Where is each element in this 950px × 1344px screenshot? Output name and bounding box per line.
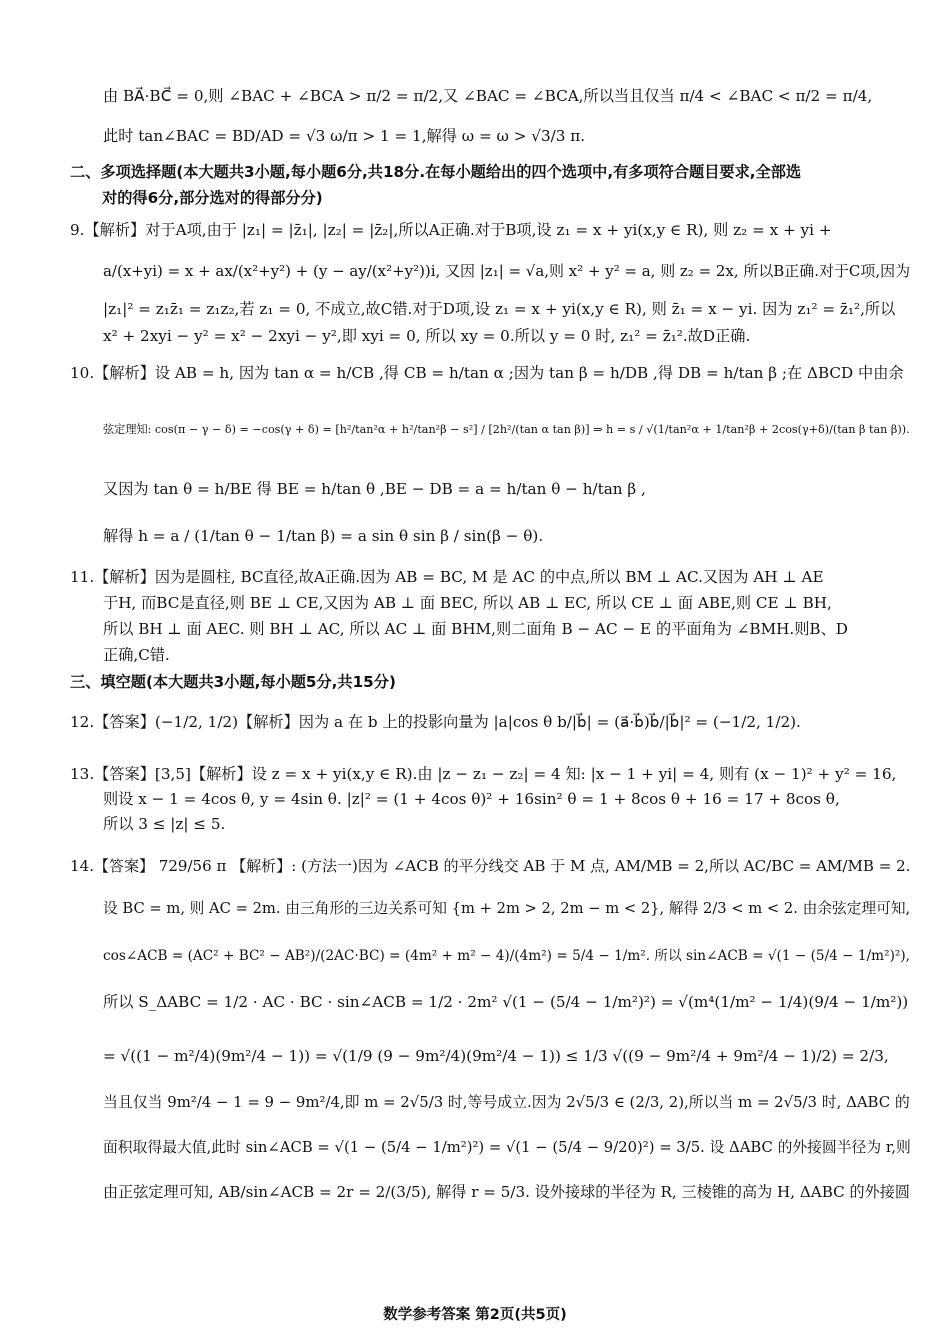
section-3-heading: 三、填空题(本大题共3小题,每小题5分,共15分): [70, 673, 396, 691]
problem-14-line-6: 当且仅当 9m²/4 − 1 = 9 − 9m²/4,即 m = 2√5/3 时,等号成立.因为 2√5/3 ∈ (2/3, 2),所以当 m = 2√5/3 时, ΔABC 的: [103, 1093, 910, 1111]
problem-10-line-1: 10.【解析】设 AB = h, 因为 tan α = h/CB ,得 CB = h/tan α ;因为 tan β = h/DB ,得 DB = h/tan β ;在 ΔBCD 中由余: [70, 364, 904, 382]
section-2-heading-cont: 对的得6分,部分选对的得部分分): [102, 189, 323, 207]
problem-14-line-1: 14.【答案】 729/56 π 【解析】: (方法一)因为 ∠ACB 的平分线交 AB 于 M 点, AM/MB = 2,所以 AC/BC = AM/MB = 2.: [70, 857, 911, 875]
problem-14-line-3: cos∠ACB = (AC² + BC² − AB²)/(2AC·BC) = (4m² + m² − 4)/(4m²) = 5/4 − 1/m². 所以 sin∠ACB = √(1 − (5/4 − 1/m²)²),: [103, 948, 910, 964]
problem-9-line-2: a/(x+yi) = x + ax/(x²+y²) + (y − ay/(x²+y²))i, 又因 |z₁| = √a,则 x² + y² = a, 则 z₂ = 2x, 所以B正确.对于C项,因为: [103, 262, 911, 280]
problem-9-line-1: 9.【解析】对于A项,由于 |z₁| = |z̄₁|, |z₂| = |z̄₂|,所以A正确.对于B项,设 z₁ = x + yi(x,y ∈ R), 则 z₂ = x + yi +: [70, 221, 832, 239]
problem-10-line-4: 解得 h = a / (1/tan θ − 1/tan β) = a sin θ sin β / sin(β − θ).: [103, 527, 544, 545]
line-8-cont-2: 此时 tan∠BAC = BD/AD = √3 ω/π > 1 = 1,解得 ω = ω > √3/3 π.: [103, 127, 586, 145]
problem-13-line-2: 则设 x − 1 = 4cos θ, y = 4sin θ. |z|² = (1 + 4cos θ)² + 16sin² θ = 1 + 8cos θ + 16 = 17 + 8cos θ,: [103, 790, 840, 808]
problem-14-line-7: 面积取得最大值,此时 sin∠ACB = √(1 − (5/4 − 1/m²)²) = √(1 − (5/4 − 9/20)²) = 3/5. 设 ΔABC 的外接圆半径为 r,则: [103, 1139, 911, 1156]
problem-11-line-3: 所以 BH ⊥ 面 AEC. 则 BH ⊥ AC, 所以 AC ⊥ 面 BHM,则二面角 B − AC − E 的平面角为 ∠BMH.则B、D: [103, 620, 848, 638]
problem-10-line-3: 又因为 tan θ = h/BE 得 BE = h/tan θ ,BE − DB = a = h/tan θ − h/tan β ,: [103, 480, 646, 498]
problem-14-line-8: 由正弦定理可知, AB/sin∠ACB = 2r = 2/(3/5), 解得 r = 5/3. 设外接球的半径为 R, 三棱锥的高为 H, ΔABC 的外接圆: [103, 1183, 910, 1201]
problem-10-line-2: 弦定理知: cos(π − γ − δ) = −cos(γ + δ) = [h²/tan²α + h²/tan²β − s²] / [2h²/(tan α tan β)] ⇒ h = s / √(1/tan²α + 1/tan²β + 2cos(γ+δ)/(tan β tan β)).: [103, 423, 910, 436]
problem-11-line-2: 于H, 而BC是直径,则 BE ⊥ CE,又因为 AB ⊥ 面 BEC, 所以 AB ⊥ EC, 所以 CE ⊥ 面 ABE,则 CE ⊥ BH,: [103, 594, 832, 612]
problem-14-line-2: 设 BC = m, 则 AC = 2m. 由三角形的三边关系可知 {m + 2m > 2, 2m − m < 2}, 解得 2/3 < m < 2. 由余弦定理可知,: [103, 900, 911, 917]
problem-11-line-1: 11.【解析】因为是圆柱, BC直径,故A正确.因为 AB = BC, M 是 AC 的中点,所以 BM ⊥ AC.又因为 AH ⊥ AE: [70, 568, 824, 586]
problem-13-line-3: 所以 3 ≤ |z| ≤ 5.: [103, 815, 226, 833]
problem-9-line-4: x² + 2xyi − y² = x² − 2xyi − y²,即 xyi = 0, 所以 xy = 0.所以 y = 0 时, z₁² = z̄₁².故D正确.: [103, 327, 751, 345]
line-8-cont-1: 由 BA⃗·BC⃗ = 0,则 ∠BAC + ∠BCA > π/2 = π/2,又 ∠BAC = ∠BCA,所以当且仅当 π/4 < ∠BAC < π/2 = π/4,: [103, 87, 873, 105]
problem-13-line-1: 13.【答案】[3,5]【解析】设 z = x + yi(x,y ∈ R).由 |z − z₁ − z₂| = 4 知: |x − 1 + yi| = 4, 则有 (x − 1)² + y² = 16,: [70, 765, 897, 783]
problem-9-line-3: |z₁|² = z₁z̄₁ = z₁z₂,若 z₁ = 0, 不成立,故C错.对于D项,设 z₁ = x + yi(x,y ∈ R), 则 z̄₁ = x − yi. 因为 z₁² = z̄₁²,所以: [103, 300, 896, 318]
page-footer: 数学参考答案 第2页(共5页): [383, 1307, 567, 1323]
problem-14-line-5: = √((1 − m²/4)(9m²/4 − 1)) = √(1/9 (9 − 9m²/4)(9m²/4 − 1)) ≤ 1/3 √((9 − 9m²/4 + 9m²/4 − 1)/2) = 2/3,: [103, 1047, 889, 1065]
problem-14-line-4: 所以 S_ΔABC = 1/2 · AC · BC · sin∠ACB = 1/2 · 2m² √(1 − (5/4 − 1/m²)²) = √(m⁴(1/m² − 1/4)(9/4 − 1/m²)): [103, 993, 909, 1011]
section-2-heading: 二、多项选择题(本大题共3小题,每小题6分,共18分.在每小题给出的四个选项中,有多项符合题目要求,全部选: [70, 163, 802, 181]
problem-12-line: 12.【答案】(−1/2, 1/2)【解析】因为 a 在 b 上的投影向量为 |a|cos θ b/|b⃗| = (a⃗·b⃗)b⃗/|b⃗|² = (−1/2, 1/2).: [70, 713, 801, 731]
problem-11-line-4: 正确,C错.: [103, 646, 170, 664]
